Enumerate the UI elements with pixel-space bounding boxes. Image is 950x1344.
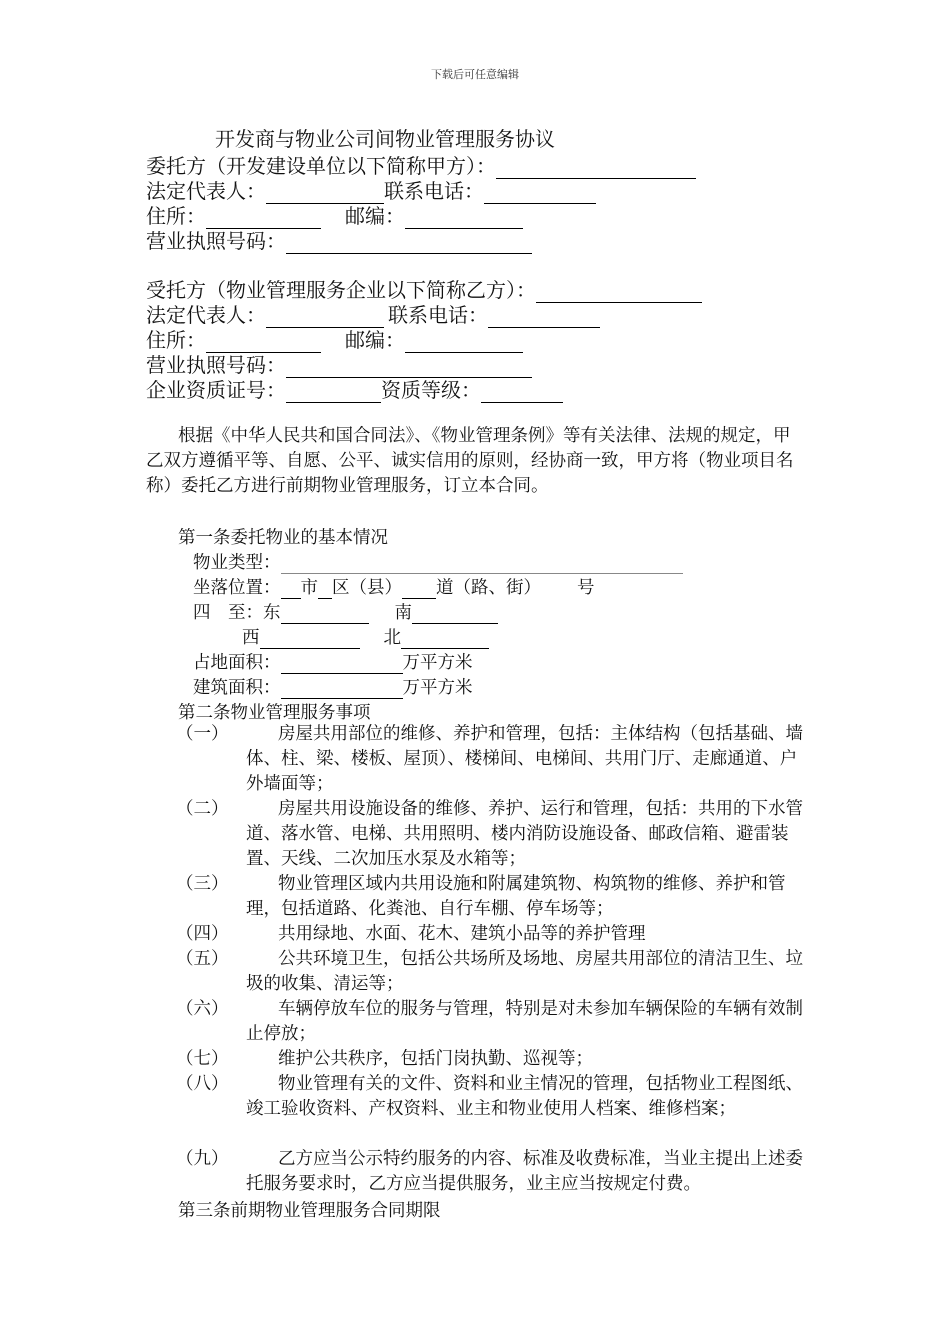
bounds-line-2 [242, 624, 489, 649]
property-type-label: 物业类型： [193, 553, 281, 573]
service-item-number: （一） [176, 724, 229, 744]
property-type-field[interactable] [281, 551, 683, 574]
article-3-title: 第三条前期物业管理服务合同期限 [178, 1201, 441, 1221]
service-item [176, 1047, 808, 1072]
party-a-license-label: 营业执照号码： [146, 229, 286, 253]
service-item [176, 1072, 808, 1122]
service-item-number: （九） [176, 1149, 229, 1169]
land-area-line [193, 649, 473, 674]
party-b-legal-rep-label: 法定代表人： [146, 303, 266, 327]
service-item-text: 物业管理有关的文件、资料和业主情况的管理，包括物业工程图纸、竣工验收资料、产权资料、业主和物业使用人档案、维修档案； [246, 1074, 803, 1119]
number-label: 号 [577, 578, 595, 598]
bounds-east-field[interactable] [281, 603, 369, 624]
service-item-text: 公共环境卫生，包括公共场所及场地、房屋共用部位的清洁卫生、垃圾的收集、清运等； [246, 949, 803, 994]
article-2-title: 第二条物业管理服务事项 [178, 703, 371, 723]
bounds-west-label: 西 [242, 628, 260, 648]
building-area-field[interactable] [281, 678, 403, 699]
party-b-qualification-level-field[interactable] [481, 382, 563, 403]
district-field[interactable] [318, 578, 332, 599]
city-label: 市 [300, 578, 318, 598]
party-b-phone-label: 联系电话： [388, 303, 488, 327]
party-a-license-field[interactable] [286, 233, 532, 254]
document-title: 开发商与物业公司间物业管理服务协议 [215, 127, 555, 151]
service-item-text: 乙方应当公示特约服务的内容、标准及收费标准，当业主提出上述委托服务要求时，乙方应当提供服务，业主应当按规定付费。 [246, 1149, 803, 1194]
party-a-phone-label: 联系电话： [384, 179, 484, 203]
service-item-text: 维护公共秩序，包括门岗执勤、巡视等； [278, 1049, 593, 1069]
building-area-line [193, 674, 473, 699]
district-label: 区（县） [332, 578, 402, 598]
party-a-heading: 委托方（开发建设单位以下简称甲方）： [146, 154, 496, 178]
land-area-field[interactable] [281, 653, 403, 674]
party-b-postcode-label: 邮编： [345, 328, 405, 352]
property-type-line [193, 549, 683, 574]
land-area-unit: 万平方米 [402, 653, 473, 673]
party-b-address-label: 住所： [146, 328, 206, 352]
party-a-address-label: 住所： [146, 204, 206, 228]
bounds-south-field[interactable] [412, 603, 498, 624]
service-item-number: （二） [176, 799, 229, 819]
party-b-qualification-cert-field[interactable] [286, 382, 381, 403]
service-item-number: （四） [176, 924, 229, 944]
service-item-number: （八） [176, 1074, 229, 1094]
bounds-west-field[interactable] [260, 628, 360, 649]
party-a-postcode-label: 邮编： [345, 204, 405, 228]
party-a-legal-rep-label: 法定代表人： [146, 179, 266, 203]
service-item-text: 房屋共用设施设备的维修、养护、运行和管理，包括：共用的下水管道、落水管、电梯、共用照明、楼内消防设施设备、邮政信箱、避雷装置、天线、二次加压水泵及水箱等； [246, 799, 803, 869]
bounds-east-label: 四 至：东 [193, 603, 281, 623]
party-b-qualification-cert-label: 企业资质证号： [146, 378, 286, 402]
bounds-south-label: 南 [394, 603, 412, 623]
bounds-north-field[interactable] [401, 628, 489, 649]
road-label: 道（路、街） [436, 578, 541, 598]
service-item-number: （五） [176, 949, 229, 969]
article-1-title: 第一条委托物业的基本情况 [178, 528, 388, 548]
bounds-line-1 [193, 599, 498, 624]
preamble-paragraph [146, 424, 806, 499]
building-area-unit: 万平方米 [402, 678, 473, 698]
service-item [176, 722, 808, 797]
service-item-text: 房屋共用部位的维修、养护和管理，包括：主体结构（包括基础、墙体、柱、梁、楼板、屋顶）、楼梯间、电梯间、共用门厅、走廊通道、户外墙面等； [246, 724, 803, 794]
service-item-text: 物业管理区域内共用设施和附属建筑物、构筑物的维修、养护和管理，包括道路、化粪池、自行车棚、停车场等； [246, 874, 786, 919]
service-item-text: 共用绿地、水面、花木、建筑小品等的养护管理 [278, 924, 646, 944]
page-header-note: 下载后可任意编辑 [431, 68, 519, 81]
party-b-qualification-level-label: 资质等级： [381, 378, 481, 402]
service-item [176, 947, 808, 997]
land-area-label: 占地面积： [193, 653, 281, 673]
bounds-north-label: 北 [383, 628, 401, 648]
road-field[interactable] [402, 578, 436, 599]
service-item [176, 872, 808, 922]
service-item [176, 922, 808, 947]
party-a-license-line [146, 225, 532, 254]
location-line [193, 574, 595, 599]
service-item-number: （三） [176, 874, 229, 894]
service-item [176, 1147, 808, 1197]
service-item [176, 997, 808, 1047]
party-b-heading: 受托方（物业管理服务企业以下简称乙方）： [146, 278, 536, 302]
location-label: 坐落位置： [193, 578, 281, 598]
city-field[interactable] [281, 578, 301, 599]
party-b-license-label: 营业执照号码： [146, 353, 286, 377]
service-item-number: （六） [176, 999, 229, 1019]
party-b-qualification-line [146, 374, 563, 403]
service-item-number: （七） [176, 1049, 229, 1069]
service-item [176, 797, 808, 872]
preamble-text: 根据《中华人民共和国合同法》、《物业管理条例》等有关法律、法规的规定，甲乙双方遵循平等、自愿、公平、诚实信用的原则，经协商一致，甲方将（物业项目名称）委托乙方进行前期物业管理服务，订立本合同。 [146, 426, 794, 496]
service-item-text: 车辆停放车位的服务与管理，特别是对未参加车辆保险的车辆有效制止停放； [246, 999, 803, 1044]
building-area-label: 建筑面积： [193, 678, 281, 698]
